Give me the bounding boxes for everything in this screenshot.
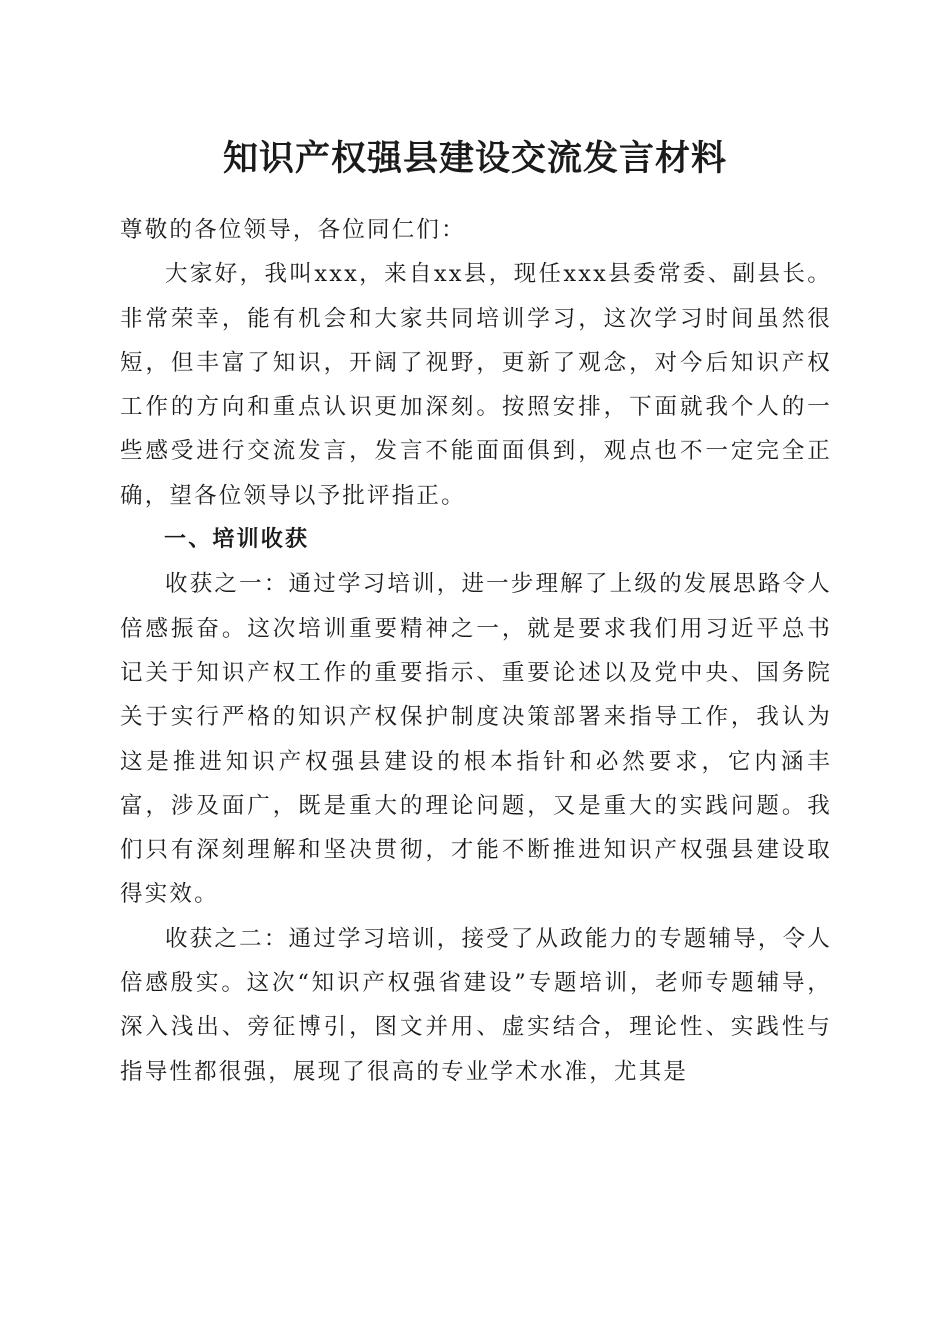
gain-two-paragraph: 收获之二：通过学习培训，接受了从政能力的专题辅导，令人倍感殷实。这次“知识产权强省建设”专题培训，老师专题辅导，深入浅出、旁征博引，图文并用、虚实结合，理论性、实践性与指导性都很强，展现了很高的专业学术水准，尤其是 <box>120 925 832 1085</box>
document-body <box>120 208 832 1094</box>
section-heading: 一、培训收获 <box>164 527 310 553</box>
gain-one-paragraph: 收获之一：通过学习培训，进一步理解了上级的发展思路令人倍感振奋。这次培训重要精神之一，就是要求我们用习近平总书记关于知识产权工作的重要指示、重要论述以及党中央、国务院关于实行严格的知识产权保护制度决策部署来指导工作，我认为这是推进知识产权强县建设的根本指针和必然要求，它内涵丰富，涉及面广，既是重大的理论问题，又是重大的实践问题。我们只有深刻理解和坚决贯彻，才能不断推进知识产权强县建设取得实效。 <box>120 571 832 908</box>
intro-paragraph: 大家好，我叫xxx，来自xx县，现任xxx县委常委、副县长。非常荣幸，能有机会和大家共同培训学习，这次学习时间虽然很短，但丰富了知识，开阔了视野，更新了观念，对今后知识产权工作的方向和重点认识更加深刻。按照安排，下面就我个人的一些感受进行交流发言，发言不能面面俱到，观点也不一定完全正确，望各位领导以予批评指正。 <box>120 261 832 509</box>
document-title: 知识产权强县建设交流发言材料 <box>222 138 727 179</box>
salutation: 尊敬的各位领导，各位同仁们： <box>120 217 466 243</box>
